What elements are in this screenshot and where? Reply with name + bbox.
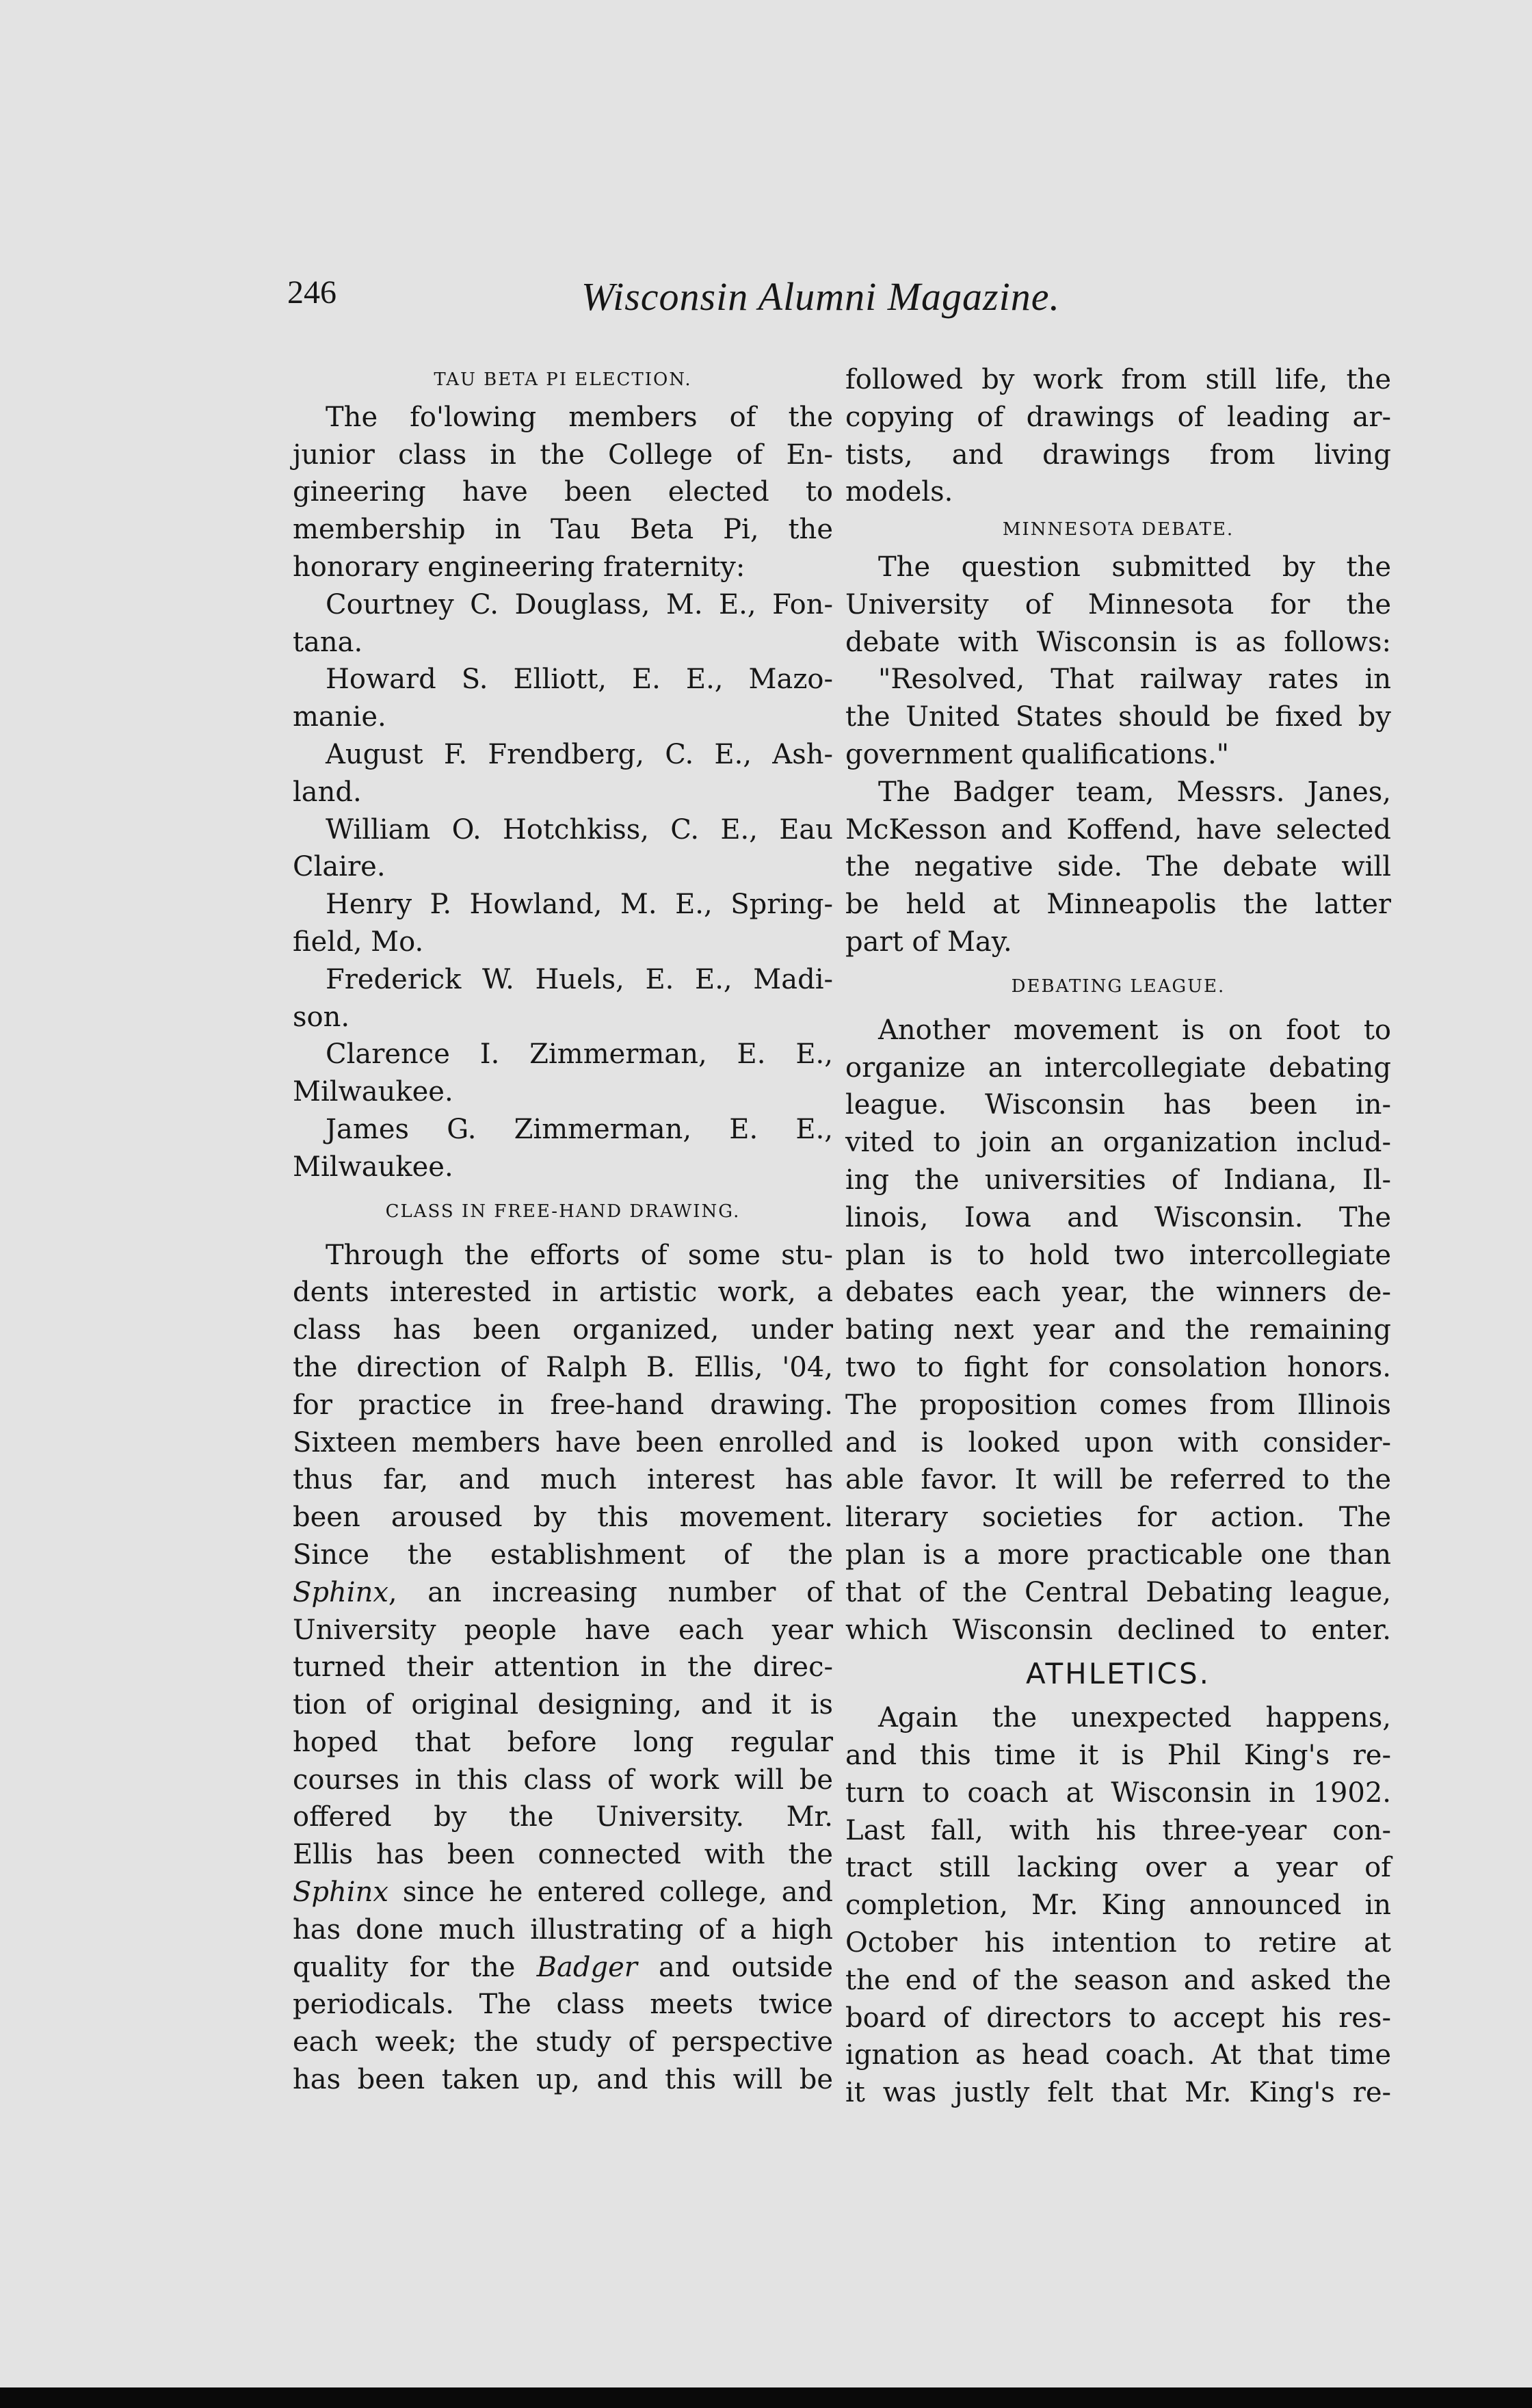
- text-line: courses in this class of work will be: [293, 1764, 833, 1796]
- text-line: thus far, and much interest has: [293, 1464, 833, 1496]
- text-line: the end of the season and asked the: [845, 1964, 1391, 1996]
- text-line: The proposition comes from Illinois: [845, 1389, 1391, 1421]
- text-line: and this time it is Phil King's re-: [845, 1740, 1391, 1772]
- text-line: for practice in free-hand drawing.: [293, 1389, 833, 1421]
- right-column: [845, 361, 1391, 2112]
- section-heading: CLASS IN FREE-HAND DRAWING.: [385, 1201, 741, 1222]
- text-line: the negative side. The debate will: [845, 851, 1391, 883]
- member-entry: Howard S. Elliott, E. E., Mazo-: [326, 664, 833, 696]
- text-line: ing the universities of Indiana, Il-: [845, 1164, 1391, 1196]
- text-line: which Wisconsin declined to enter.: [845, 1614, 1391, 1646]
- member-entry: James G. Zimmerman, E. E.,: [326, 1113, 833, 1145]
- text-line: turn to coach at Wisconsin in 1902.: [845, 1777, 1391, 1809]
- text-line: honorary engineering fraternity:: [293, 551, 745, 583]
- text-line: "Resolved, That railway rates in: [878, 664, 1391, 696]
- text-line: The Badger team, Messrs. Janes,: [878, 776, 1391, 808]
- text-line: debates each year, the winners de-: [845, 1277, 1391, 1309]
- member-entry: Milwaukee.: [293, 1076, 453, 1108]
- text-line: board of directors to accept his res-: [845, 2002, 1391, 2034]
- text-line: Sixteen members have been enrolled: [293, 1426, 833, 1458]
- text-line: Again the unexpected happens,: [878, 1702, 1391, 1734]
- text-line: Sphinx, an increasing number of: [293, 1576, 833, 1608]
- member-entry: Clarence I. Zimmerman, E. E.,: [326, 1038, 833, 1071]
- text-line: tists, and drawings from living: [845, 439, 1391, 471]
- continuation-paragraph: [845, 361, 1391, 511]
- journal-title: Wisconsin Alumni Magazine.: [581, 274, 1060, 319]
- text-line: The fo'lowing members of the: [326, 401, 833, 433]
- member-entry: Claire.: [293, 851, 386, 883]
- text-line: periodicals. The class meets twice: [293, 1989, 833, 2021]
- text-line: the direction of Ralph B. Ellis, '04,: [293, 1351, 833, 1383]
- text-line: turned their attention in the direc-: [293, 1651, 833, 1684]
- text-line: Last fall, with his three-year con-: [845, 1814, 1391, 1846]
- member-entry: son.: [293, 1001, 350, 1033]
- text-line: McKesson and Koffend, have selected: [845, 813, 1391, 846]
- text-line: linois, Iowa and Wisconsin. The: [845, 1201, 1391, 1233]
- text-line: and is looked upon with consider-: [845, 1426, 1391, 1458]
- tau-beta-pi-section: [293, 361, 833, 1186]
- text-line: Ellis has been connected with the: [293, 1839, 833, 1871]
- text-line: quality for the Badger and outside: [293, 1951, 833, 1983]
- text-line: October his intention to retire at: [845, 1927, 1391, 1959]
- text-line: been aroused by this movement.: [293, 1502, 833, 1534]
- text-line: Since the establishment of the: [293, 1539, 833, 1571]
- text-line: models.: [845, 476, 953, 508]
- scan-edge: [0, 2387, 1532, 2408]
- text-line: tion of original designing, and it is: [293, 1689, 833, 1721]
- text-line: plan is to hold two intercollegiate: [845, 1239, 1391, 1271]
- text-line: organize an intercollegiate debating: [845, 1051, 1391, 1084]
- text-line: tract still lacking over a year of: [845, 1852, 1391, 1884]
- text-line: Through the efforts of some stu-: [326, 1239, 833, 1271]
- debating-league-section: [845, 961, 1391, 1649]
- member-entry: August F. Frendberg, C. E., Ash-: [326, 738, 833, 770]
- member-entry: Courtney C. Douglass, M. E., Fon-: [326, 588, 833, 620]
- text-line: bating next year and the remaining: [845, 1314, 1391, 1346]
- text-line: able favor. It will be referred to the: [845, 1464, 1391, 1496]
- text-line: ignation as head coach. At that time: [845, 2039, 1391, 2071]
- text-line: league. Wisconsin has been in-: [845, 1089, 1391, 1121]
- athletics-section: [845, 1649, 1391, 2112]
- text-line: dents interested in artistic work, a: [293, 1277, 833, 1309]
- section-heading: DEBATING LEAGUE.: [1011, 976, 1226, 997]
- text-line: Another movement is on foot to: [878, 1014, 1391, 1046]
- text-line: the United States should be fixed by: [845, 701, 1391, 733]
- text-line: completion, Mr. King announced in: [845, 1889, 1391, 1922]
- text-line: part of May.: [845, 926, 1012, 958]
- text-line: copying of drawings of leading ar-: [845, 401, 1391, 433]
- text-line: vited to join an organization includ-: [845, 1127, 1391, 1159]
- text-line: junior class in the College of En-: [293, 439, 833, 471]
- text-line: class has been organized, under: [293, 1314, 833, 1346]
- text-line: literary societies for action. The: [845, 1502, 1391, 1534]
- text-line: hoped that before long regular: [293, 1726, 833, 1758]
- section-heading: ATHLETICS.: [1025, 1657, 1211, 1691]
- text-line: gineering have been elected to: [293, 476, 833, 508]
- text-line: membership in Tau Beta Pi, the: [293, 514, 833, 546]
- text-line: The question submitted by the: [878, 551, 1391, 583]
- text-line: offered by the University. Mr.: [293, 1801, 833, 1833]
- text-line: debate with Wisconsin is as follows:: [845, 626, 1391, 658]
- member-entry: Milwaukee.: [293, 1151, 453, 1183]
- text-line: it was justly felt that Mr. King's re-: [845, 2077, 1391, 2109]
- running-head: [287, 274, 1395, 328]
- text-line: that of the Central Debating league,: [845, 1576, 1391, 1608]
- member-entry: manie.: [293, 701, 386, 733]
- text-line: University of Minnesota for the: [845, 588, 1391, 620]
- member-entry: Frederick W. Huels, E. E., Madi-: [326, 963, 833, 995]
- text-line: plan is a more practicable one than: [845, 1539, 1391, 1571]
- text-line: each week; the study of perspective: [293, 2026, 833, 2058]
- text-line: has done much illustrating of a high: [293, 1913, 833, 1946]
- member-entry: tana.: [293, 626, 363, 658]
- text-line: followed by work from still life, the: [845, 364, 1391, 395]
- member-entry: field, Mo.: [293, 926, 424, 958]
- member-entry: William O. Hotchkiss, C. E., Eau: [326, 813, 833, 846]
- section-heading: MINNESOTA DEBATE.: [1002, 519, 1234, 540]
- text-line: Sphinx since he entered college, and: [293, 1876, 833, 1909]
- text-line: has been taken up, and this will be: [293, 2064, 833, 2096]
- section-heading: TAU BETA PI ELECTION.: [434, 369, 692, 390]
- text-line: two to fight for consolation honors.: [845, 1351, 1391, 1383]
- minnesota-debate-section: [845, 511, 1391, 961]
- free-hand-drawing-section: [293, 1186, 833, 2099]
- page-number: 246: [287, 274, 336, 311]
- text-line: government qualifications.": [845, 738, 1230, 770]
- member-entry: Henry P. Howland, M. E., Spring-: [326, 889, 833, 921]
- text-line: University people have each year: [293, 1614, 833, 1646]
- member-entry: land.: [293, 776, 362, 808]
- text-line: be held at Minneapolis the latter: [845, 889, 1391, 921]
- left-column: [293, 361, 833, 2099]
